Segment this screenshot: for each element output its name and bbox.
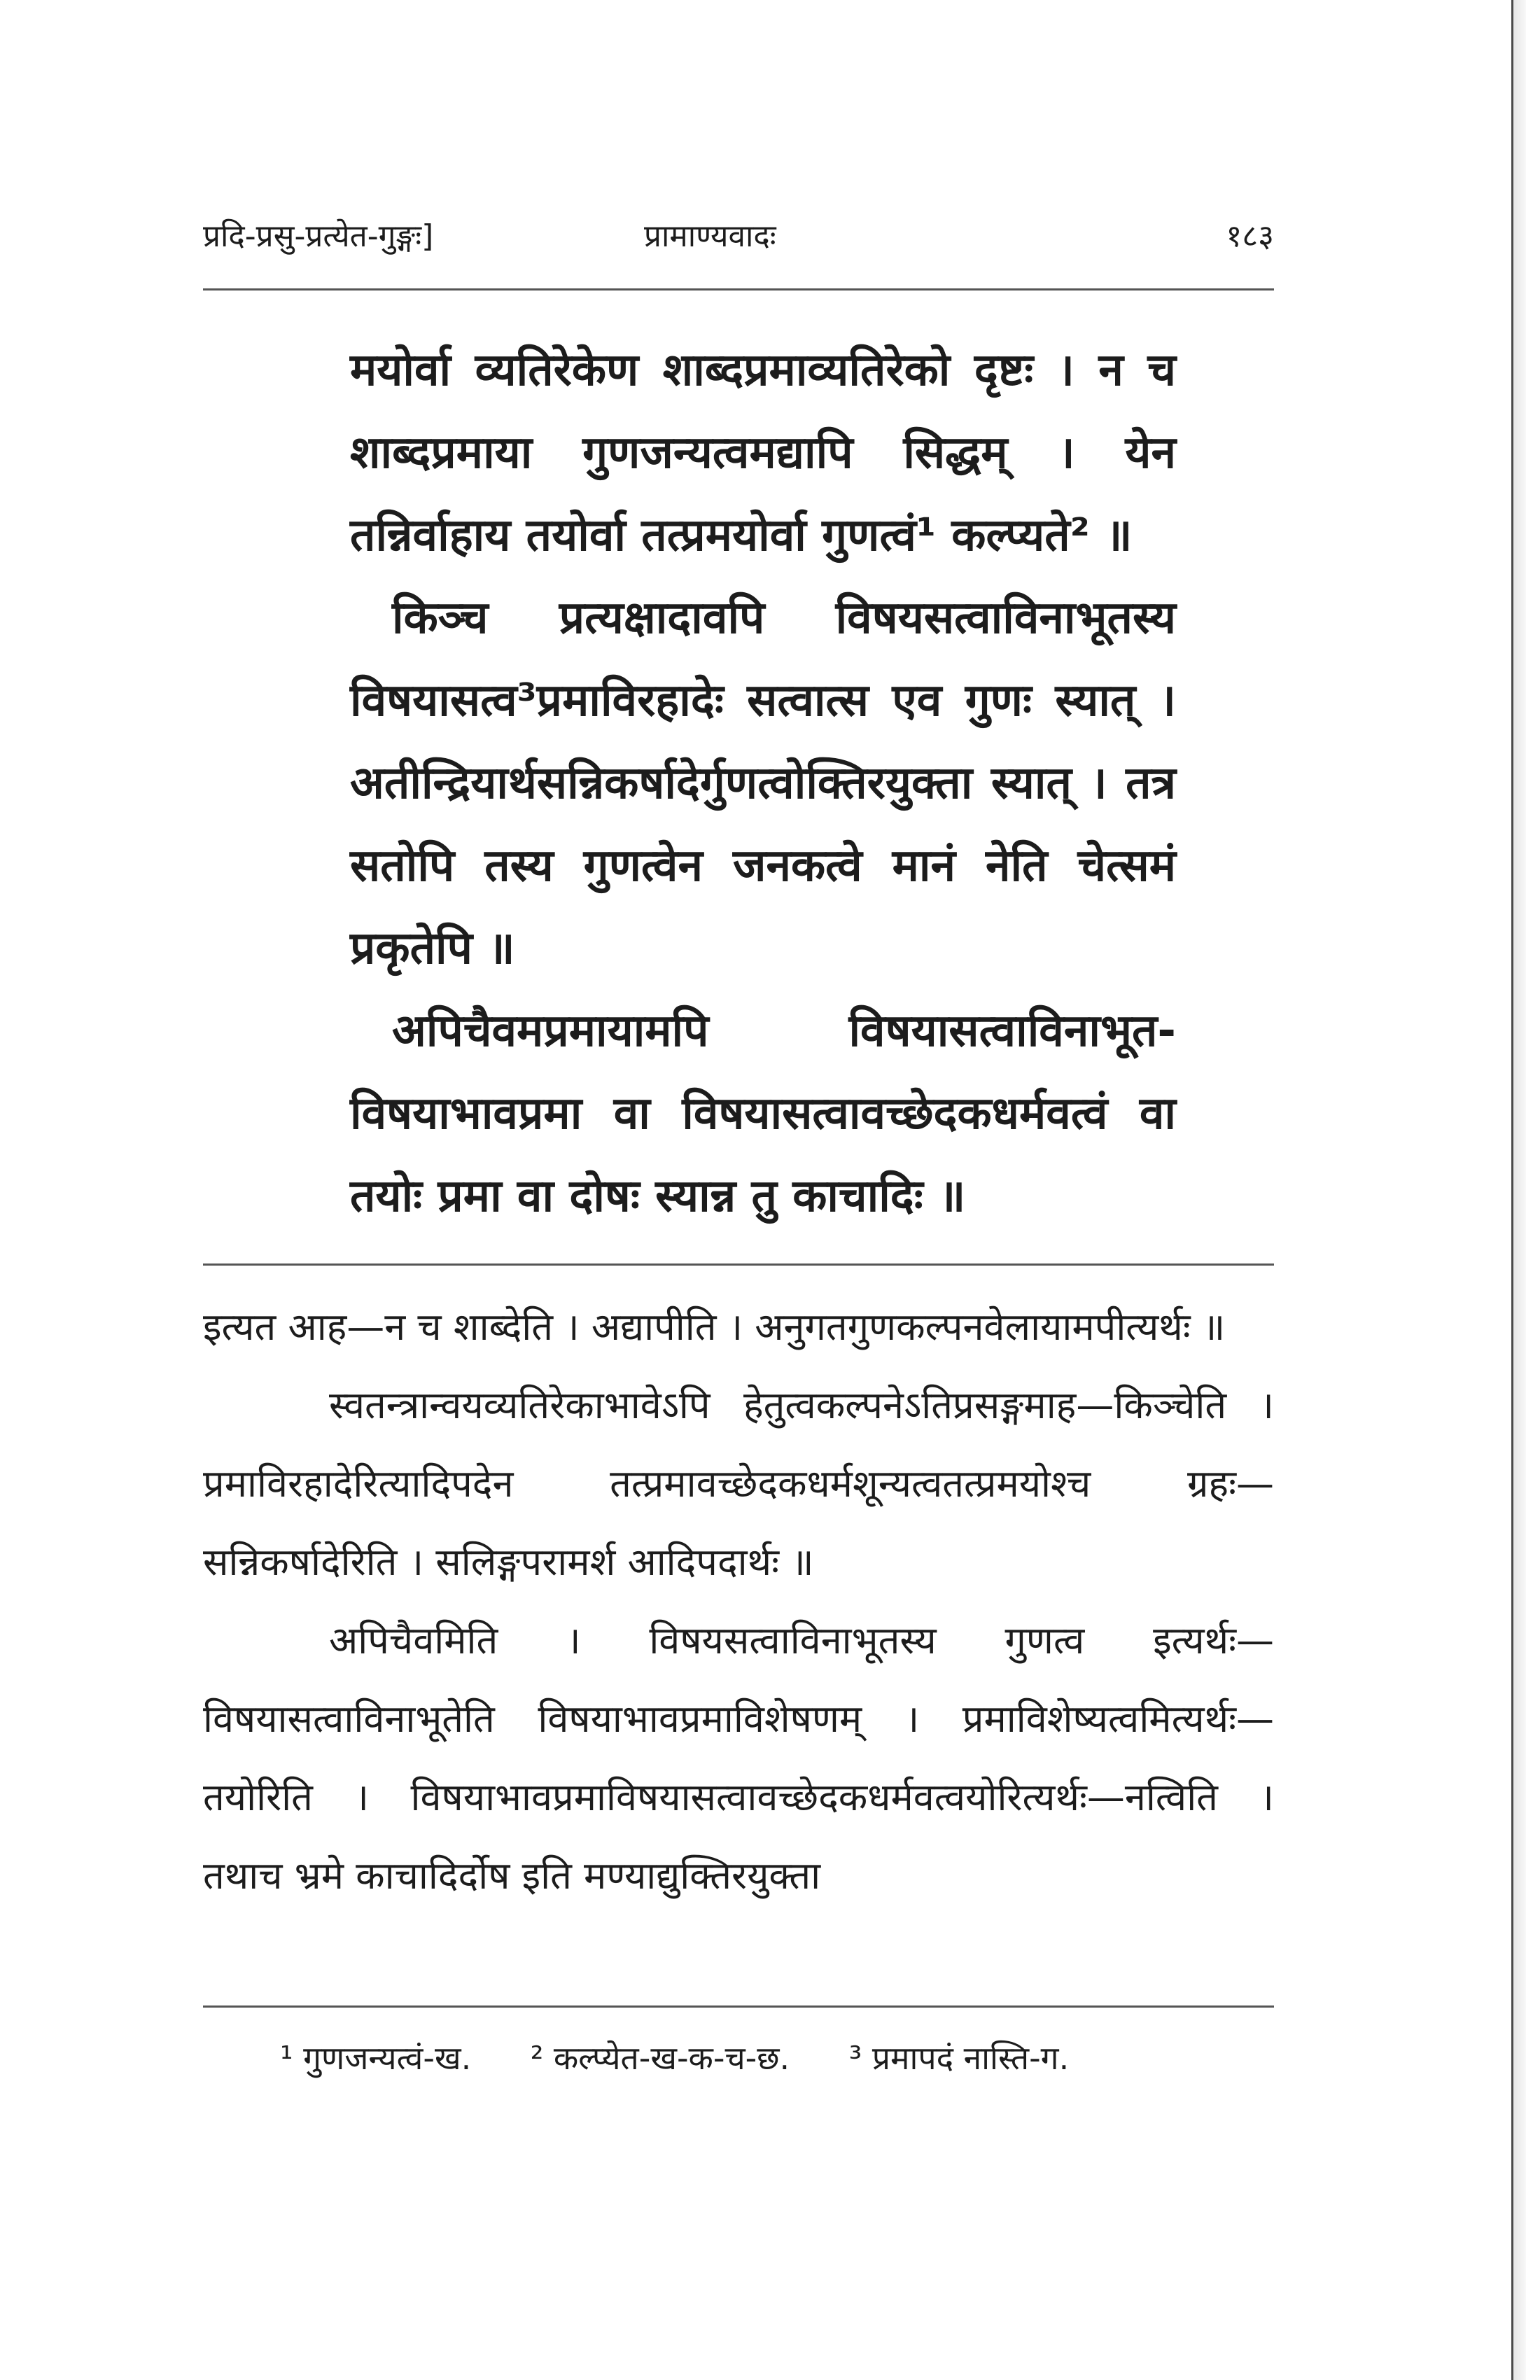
page-edge: [1511, 0, 1526, 2380]
commentary-paragraph-3: अपिचैवमिति । विषयसत्वाविनाभूतस्य गुणत्व इत्यर्थः—विषयासत्वाविनाभूतेति विषयाभावप्रमाविशेषणम् । प्रमाविशेष्यत्वमित्यर्थः—तयोरिति । विषयाभावप्रमाविषयासत्वावच्छेदकधर्मवत्वयोरित्यर्थः—नत्विति । तथाच भ्रमे काचादिर्दोष इति मण्याद्युक्तिरयुक्ता: [203, 1618, 1274, 1898]
running-header: [203, 214, 1274, 270]
commentary-paragraph-1: इत्यत आह—न च शाब्देति । अद्यापीति । अनुगतगुणकल्पनवेलायामपीत्यर्थः ॥: [203, 1305, 1226, 1349]
commentary-paragraph-2: स्वतन्त्रान्वयव्यतिरेकाभावेऽपि हेतुत्वकल्पनेऽतिप्रसङ्गमाह—किञ्चेति । प्रमाविरहादेरित्यादिपदेन तत्प्रमावच्छेदकधर्मशून्यत्वतत्प्रमयोश्च ग्रहः—सन्निकर्षादेरिति । सलिङ्गपरामर्श आदिपदार्थः ॥: [203, 1383, 1274, 1584]
footnote-3: ³ प्रमापदं नास्ति-ग.: [848, 2039, 1070, 2077]
main-text-paragraph-1: मयोर्वा व्यतिरेकेण शाब्दप्रमाव्यतिरेको दृष्टः । न च शाब्दप्रमाया गुणजन्यत्वमद्यापि सिद्धम् । येन तन्निर्वाहाय तयोर्वा तत्प्रमयोर्वा गुणत्वं¹ कल्प्यते² ॥: [350, 344, 1176, 561]
main-text-paragraph-2: किञ्च प्रत्यक्षादावपि विषयसत्वाविनाभूतस्य विषयासत्व³प्रमाविरहादेः सत्वात्स एव गुणः स्यात् । अतीन्द्रियार्थसन्निकर्षादेर्गुणत्वोक्तिरयुक्ता स्यात् । तत्र सतोपि तस्य गुणत्वेन जनकत्वे मानं नेति चेत्समं प्रकृतेपि ॥: [350, 592, 1176, 974]
header-chapter-title: प्रामाण्यवादः: [644, 218, 776, 254]
commentary: [203, 1288, 1274, 1915]
header-rule: [203, 288, 1274, 290]
page-number: १८३: [1226, 218, 1274, 254]
footnotes: [280, 2030, 1274, 2086]
commentary-rule: [203, 1264, 1274, 1266]
header-section-title: प्रदि-प्रसु-प्रत्येत-गुङ्गः]: [203, 218, 434, 254]
footnote-rule: [203, 2005, 1274, 2008]
footnote-2: ² कल्प्येत-ख-क-च-छ.: [530, 2039, 790, 2077]
footnote-1: ¹ गुणजन्यत्वं-ख.: [280, 2039, 472, 2077]
main-text: [350, 329, 1176, 1238]
main-text-paragraph-3: अपिचैवमप्रमायामपि विषयासत्वाविनाभूत-विषयाभावप्रमा वा विषयासत्वावच्छेदकधर्मवत्वं वा तयोः प्रमा वा दोषः स्यान्न तु काचादिः ॥: [350, 1005, 1176, 1222]
